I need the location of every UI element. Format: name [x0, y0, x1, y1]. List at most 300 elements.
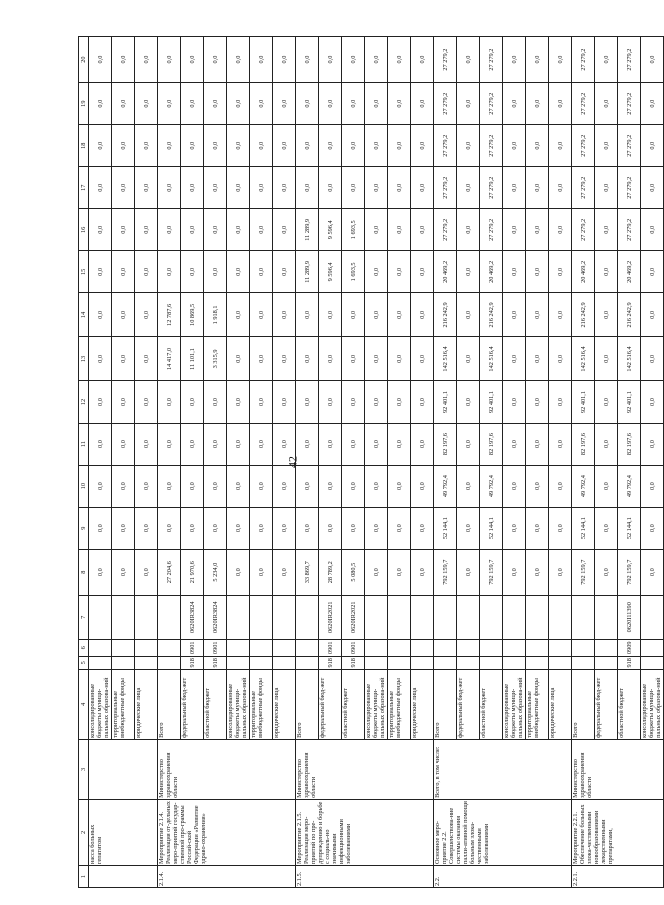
value-cell: 0620IR3824 [181, 595, 204, 639]
value-cell: 0,0 [273, 209, 296, 251]
value-cell: 0,0 [503, 337, 526, 381]
value-cell: 0,0 [181, 251, 204, 293]
value-cell: 0,0 [457, 83, 480, 125]
value-cell: 0,0 [526, 507, 549, 549]
value-cell: 92 401,1 [572, 381, 595, 423]
value-cell: 0,0 [319, 37, 342, 83]
value-cell: 0,0 [273, 381, 296, 423]
group-cell: Мероприятие 2.1.4. Реализация от-дельных меро-приятий государ-ственной про-граммы Россий-ской Федерации «Развитие здраво-охранения» [158, 799, 296, 865]
value-cell [434, 656, 457, 669]
value-cell: 0,0 [89, 37, 112, 83]
value-cell: 0,0 [296, 423, 319, 465]
header-row [79, 37, 89, 888]
value-cell [250, 656, 273, 669]
value-cell: 0,0 [319, 83, 342, 125]
value-cell [158, 595, 181, 639]
value-cell: 0901 [319, 639, 342, 656]
value-cell: 0,0 [227, 125, 250, 167]
value-cell: 0,0 [457, 381, 480, 423]
value-cell [503, 639, 526, 656]
value-cell: 0,0 [181, 465, 204, 507]
value-cell [434, 595, 457, 639]
column-number: 3 [79, 739, 89, 799]
value-cell: 0,0 [526, 37, 549, 83]
value-cell: 27 204,6 [158, 549, 181, 595]
value-cell: 27 279,2 [618, 167, 641, 209]
value-cell: 82 197,6 [618, 423, 641, 465]
value-cell: 0,0 [181, 209, 204, 251]
value-cell: 0,0 [89, 293, 112, 337]
column-number: 15 [79, 251, 89, 293]
value-cell: 0,0 [250, 293, 273, 337]
value-cell: 0,0 [388, 337, 411, 381]
value-cell: 9 596,4 [319, 251, 342, 293]
value-cell: 0,0 [526, 465, 549, 507]
value-cell: 49 792,4 [572, 465, 595, 507]
value-cell [227, 639, 250, 656]
value-cell [572, 656, 595, 669]
value-cell: 0,0 [411, 125, 434, 167]
value-cell: 0,0 [227, 507, 250, 549]
value-cell: 0,0 [227, 37, 250, 83]
value-cell: 0,0 [227, 337, 250, 381]
value-cell: 0901 [204, 639, 227, 656]
value-cell: 0,0 [457, 167, 480, 209]
value-cell: 21 970,6 [181, 549, 204, 595]
value-cell: 0,0 [411, 167, 434, 209]
value-cell: 0,0 [112, 465, 135, 507]
value-cell: 0,0 [89, 381, 112, 423]
value-cell: 0,0 [296, 293, 319, 337]
value-cell: 0,0 [503, 423, 526, 465]
value-cell: 0,0 [503, 83, 526, 125]
source-cell: областной бюджет [342, 669, 365, 739]
value-cell: 0,0 [158, 125, 181, 167]
value-cell: 0,0 [411, 549, 434, 595]
value-cell: 0,0 [158, 251, 181, 293]
value-cell: 0,0 [227, 251, 250, 293]
value-cell: 0,0 [365, 209, 388, 251]
value-cell [641, 656, 664, 669]
value-cell [411, 639, 434, 656]
value-cell [572, 595, 595, 639]
value-cell: 0,0 [365, 337, 388, 381]
column-number: 18 [79, 125, 89, 167]
table-row [296, 37, 319, 888]
value-cell: 0,0 [158, 167, 181, 209]
column-number: 12 [79, 381, 89, 423]
value-cell: 0,0 [595, 337, 618, 381]
value-cell: 0,0 [204, 167, 227, 209]
value-cell: 0,0 [273, 293, 296, 337]
column-number: 14 [79, 293, 89, 337]
value-cell: 0,0 [365, 423, 388, 465]
column-number: 13 [79, 337, 89, 381]
value-cell: 792 159,7 [480, 549, 503, 595]
value-cell: 0,0 [641, 423, 664, 465]
source-cell: консолидированные бюджеты муници-пальных образова-ний [227, 669, 250, 739]
value-cell: 0,0 [227, 381, 250, 423]
value-cell [296, 639, 319, 656]
source-cell: Всего [296, 669, 319, 739]
value-cell: 0,0 [227, 167, 250, 209]
value-cell: 52 144,1 [572, 507, 595, 549]
value-cell: 0,0 [273, 251, 296, 293]
value-cell: 0,0 [388, 167, 411, 209]
value-cell: 27 279,2 [572, 83, 595, 125]
column-number: 9 [79, 507, 89, 549]
value-cell: 0,0 [526, 423, 549, 465]
value-cell: 0,0 [365, 381, 388, 423]
value-cell: 0,0 [411, 83, 434, 125]
value-cell: 0,0 [342, 337, 365, 381]
table-row [158, 37, 181, 888]
value-cell: 0,0 [411, 381, 434, 423]
value-cell: 918 [204, 656, 227, 669]
value-cell: 0,0 [342, 293, 365, 337]
value-cell: 0,0 [342, 125, 365, 167]
source-cell: Всего [158, 669, 181, 739]
source-cell: федеральный бюд-жет [181, 669, 204, 739]
value-cell: 92 401,1 [480, 381, 503, 423]
column-number: 16 [79, 209, 89, 251]
value-cell [595, 639, 618, 656]
value-cell: 0,0 [411, 37, 434, 83]
source-cell: консолидированные бюджеты муници-пальных образова-ний [365, 669, 388, 739]
value-cell [411, 656, 434, 669]
page-number: 42 [285, 456, 300, 468]
value-cell: 0,0 [595, 125, 618, 167]
value-cell: 0,0 [549, 125, 572, 167]
value-cell: 0,0 [135, 37, 158, 83]
value-cell: 0,0 [204, 37, 227, 83]
value-cell [112, 639, 135, 656]
value-cell: 0,0 [273, 167, 296, 209]
value-cell: 0,0 [204, 125, 227, 167]
column-number: 2 [79, 799, 89, 865]
value-cell: 27 279,2 [480, 167, 503, 209]
value-cell: 49 792,4 [618, 465, 641, 507]
value-cell: 0,0 [112, 83, 135, 125]
value-cell: 92 401,1 [434, 381, 457, 423]
value-cell: 918 [618, 656, 641, 669]
value-cell: 82 197,6 [572, 423, 595, 465]
value-cell: 0,0 [595, 465, 618, 507]
value-cell: 0,0 [388, 549, 411, 595]
value-cell: 0,0 [227, 423, 250, 465]
source-cell: областной бюджет [204, 669, 227, 739]
value-cell: 0,0 [273, 465, 296, 507]
value-cell: 52 144,1 [618, 507, 641, 549]
source-cell: юридические лица [549, 669, 572, 739]
group-cell: 2.2.1. [572, 865, 664, 887]
value-cell: 0,0 [388, 209, 411, 251]
value-cell: 0,0 [549, 337, 572, 381]
value-cell: 0,0 [503, 549, 526, 595]
source-cell: федеральный бюд-жет [457, 669, 480, 739]
value-cell: 0,0 [250, 251, 273, 293]
source-cell: юридические лица [273, 669, 296, 739]
value-cell [89, 656, 112, 669]
value-cell: 0,0 [273, 337, 296, 381]
column-number: 1 [79, 865, 89, 887]
value-cell [135, 639, 158, 656]
value-cell: 792 159,7 [572, 549, 595, 595]
value-cell: 0,0 [388, 465, 411, 507]
value-cell: 216 242,9 [480, 293, 503, 337]
value-cell: 0,0 [365, 465, 388, 507]
value-cell: 0,0 [388, 423, 411, 465]
value-cell: 0,0 [227, 83, 250, 125]
value-cell: 0,0 [365, 251, 388, 293]
source-cell: консолидированные бюджеты муници-пальных образова-ний [503, 669, 526, 739]
value-cell: 27 279,2 [480, 83, 503, 125]
value-cell: 0,0 [135, 423, 158, 465]
value-cell: 27 279,2 [480, 37, 503, 83]
value-cell: 0,0 [457, 293, 480, 337]
value-cell: 52 144,1 [434, 507, 457, 549]
value-cell: 0,0 [365, 293, 388, 337]
value-cell: 27 279,2 [618, 37, 641, 83]
value-cell: 0,0 [135, 465, 158, 507]
value-cell: 49 792,4 [480, 465, 503, 507]
value-cell: 0,0 [89, 251, 112, 293]
value-cell: 27 279,2 [618, 83, 641, 125]
value-cell: 0,0 [365, 167, 388, 209]
value-cell: 0,0 [319, 507, 342, 549]
column-number: 17 [79, 167, 89, 209]
value-cell: 0,0 [457, 423, 480, 465]
value-cell [526, 595, 549, 639]
value-cell [250, 595, 273, 639]
value-cell: 0,0 [227, 293, 250, 337]
value-cell: 0,0 [250, 337, 273, 381]
value-cell: 5 234,0 [204, 549, 227, 595]
value-cell: 0,0 [641, 337, 664, 381]
value-cell: 0,0 [135, 293, 158, 337]
group-cell: 2.2. [434, 865, 572, 887]
value-cell: 0,0 [89, 337, 112, 381]
value-cell [365, 595, 388, 639]
value-cell: 0,0 [273, 125, 296, 167]
value-cell: 0,0 [135, 549, 158, 595]
source-cell: территориальные внебюджетные фонды [112, 669, 135, 739]
group-cell: 2.1.5. [296, 865, 434, 887]
value-cell [526, 639, 549, 656]
group-cell: Министерство здравоохранения области [158, 739, 296, 799]
value-cell: 142 516,4 [572, 337, 595, 381]
value-cell: 1 693,5 [342, 251, 365, 293]
value-cell: 0,0 [457, 549, 480, 595]
value-cell: 0,0 [595, 167, 618, 209]
value-cell: 0,0 [365, 125, 388, 167]
value-cell: 0,0 [411, 423, 434, 465]
value-cell: 27 279,2 [434, 125, 457, 167]
value-cell: 0,0 [365, 507, 388, 549]
value-cell: 0,0 [135, 337, 158, 381]
group-cell: 2.1.4. [158, 865, 296, 887]
value-cell: 0,0 [250, 465, 273, 507]
value-cell [365, 639, 388, 656]
budget-table [78, 36, 664, 888]
value-cell: 0,0 [526, 293, 549, 337]
column-number: 11 [79, 423, 89, 465]
value-cell: 0,0 [250, 507, 273, 549]
value-cell: 0,0 [457, 251, 480, 293]
value-cell: 0,0 [135, 251, 158, 293]
value-cell: 14 417,0 [158, 337, 181, 381]
value-cell: 918 [342, 656, 365, 669]
value-cell: 12 787,6 [158, 293, 181, 337]
value-cell: 0,0 [204, 423, 227, 465]
value-cell [480, 595, 503, 639]
table-row [89, 37, 112, 888]
value-cell: 0,0 [319, 293, 342, 337]
group-cell: Мероприятие 2.2.1. Обеспечение больных злока-чественными новообразованиями лекарственными препаратами, [572, 799, 664, 865]
value-cell: 20 469,2 [618, 251, 641, 293]
value-cell [296, 595, 319, 639]
value-cell [641, 639, 664, 656]
value-cell: 27 279,2 [480, 209, 503, 251]
value-cell: 0,0 [388, 381, 411, 423]
value-cell: 0,0 [411, 465, 434, 507]
value-cell: 0,0 [89, 465, 112, 507]
value-cell: 0,0 [135, 167, 158, 209]
value-cell: 0,0 [181, 83, 204, 125]
value-cell: 0,0 [296, 83, 319, 125]
value-cell: 27 279,2 [618, 125, 641, 167]
value-cell: 0,0 [158, 209, 181, 251]
value-cell: 0,0 [549, 549, 572, 595]
value-cell: 0,0 [319, 465, 342, 507]
value-cell: 0,0 [158, 465, 181, 507]
value-cell: 0,0 [250, 125, 273, 167]
source-cell: консолидированные бюджеты муници-пальных образова-ний [641, 669, 664, 739]
value-cell: 0,0 [89, 423, 112, 465]
column-number: 8 [79, 549, 89, 595]
value-cell: 142 516,4 [434, 337, 457, 381]
value-cell: 0,0 [503, 381, 526, 423]
value-cell: 0,0 [250, 37, 273, 83]
value-cell: 0,0 [273, 83, 296, 125]
value-cell: 918 [319, 656, 342, 669]
value-cell: 142 516,4 [618, 337, 641, 381]
value-cell: 3 315,9 [204, 337, 227, 381]
value-cell: 0,0 [89, 507, 112, 549]
value-cell: 0,0 [319, 125, 342, 167]
value-cell: 0,0 [204, 83, 227, 125]
value-cell: 0,0 [273, 423, 296, 465]
source-cell: Всего [572, 669, 595, 739]
value-cell: 0,0 [595, 293, 618, 337]
value-cell [273, 595, 296, 639]
value-cell: 0,0 [641, 251, 664, 293]
value-cell: 27 279,2 [572, 209, 595, 251]
value-cell: 0,0 [641, 125, 664, 167]
column-number: 4 [79, 669, 89, 739]
value-cell: 0,0 [227, 465, 250, 507]
value-cell [89, 595, 112, 639]
value-cell: 0,0 [595, 507, 618, 549]
value-cell: 27 279,2 [572, 37, 595, 83]
value-cell: 0620IR3824 [204, 595, 227, 639]
value-cell: 0,0 [273, 37, 296, 83]
value-cell: 9 596,4 [319, 209, 342, 251]
value-cell [411, 595, 434, 639]
value-cell: 0,0 [342, 465, 365, 507]
value-cell: 27 279,2 [434, 209, 457, 251]
value-cell: 82 197,6 [434, 423, 457, 465]
value-cell: 0,0 [158, 83, 181, 125]
value-cell: 82 197,6 [480, 423, 503, 465]
value-cell [457, 595, 480, 639]
value-cell: 0,0 [135, 209, 158, 251]
value-cell: 792 159,7 [618, 549, 641, 595]
value-cell: 52 144,1 [480, 507, 503, 549]
value-cell [273, 639, 296, 656]
value-cell: 0,0 [503, 125, 526, 167]
value-cell: 0,0 [112, 293, 135, 337]
value-cell: 0,0 [549, 423, 572, 465]
value-cell: 0,0 [181, 423, 204, 465]
value-cell [112, 656, 135, 669]
value-cell [388, 639, 411, 656]
value-cell: 0,0 [227, 549, 250, 595]
value-cell [503, 595, 526, 639]
group-cell: Всего, в том числе: [434, 739, 572, 799]
value-cell [89, 639, 112, 656]
value-cell: 27 279,2 [572, 125, 595, 167]
value-cell: 0,0 [342, 37, 365, 83]
value-cell: 0,0 [112, 423, 135, 465]
value-cell: 0,0 [181, 37, 204, 83]
value-cell: 0,0 [135, 381, 158, 423]
value-cell: 0,0 [549, 381, 572, 423]
value-cell: 0,0 [411, 209, 434, 251]
value-cell: 0,0 [388, 83, 411, 125]
value-cell: 0,0 [549, 37, 572, 83]
value-cell: 27 279,2 [434, 37, 457, 83]
value-cell: 0,0 [273, 507, 296, 549]
value-cell: 33 869,7 [296, 549, 319, 595]
value-cell: 0,0 [112, 507, 135, 549]
value-cell: 1 918,1 [204, 293, 227, 337]
value-cell: 0,0 [457, 37, 480, 83]
value-cell: 10 869,5 [181, 293, 204, 337]
group-cell: Основное меро-приятие 2.2. Совершенствова-ние системы оказания палли-ативной помощи больным злока-чественными заболеваниями [434, 799, 572, 865]
value-cell: 0620IR2021 [319, 595, 342, 639]
value-cell: 0,0 [296, 37, 319, 83]
value-cell: 27 279,2 [618, 209, 641, 251]
column-number: 6 [79, 639, 89, 656]
value-cell [388, 656, 411, 669]
value-cell: 0,0 [112, 125, 135, 167]
value-cell: 0,0 [595, 83, 618, 125]
value-cell: 0,0 [181, 167, 204, 209]
value-cell: 11 101,1 [181, 337, 204, 381]
value-cell: 0,0 [526, 251, 549, 293]
value-cell: 0,0 [411, 293, 434, 337]
value-cell [273, 656, 296, 669]
column-number: 5 [79, 656, 89, 669]
source-cell: областной бюджет [480, 669, 503, 739]
source-cell: консолидированные бюджеты муници-пальных образова-ний [89, 669, 112, 739]
value-cell: 0,0 [526, 167, 549, 209]
source-cell: юридические лица [411, 669, 434, 739]
source-cell: федеральный бюд-жет [595, 669, 618, 739]
value-cell: 0,0 [204, 381, 227, 423]
value-cell: 0,0 [641, 209, 664, 251]
